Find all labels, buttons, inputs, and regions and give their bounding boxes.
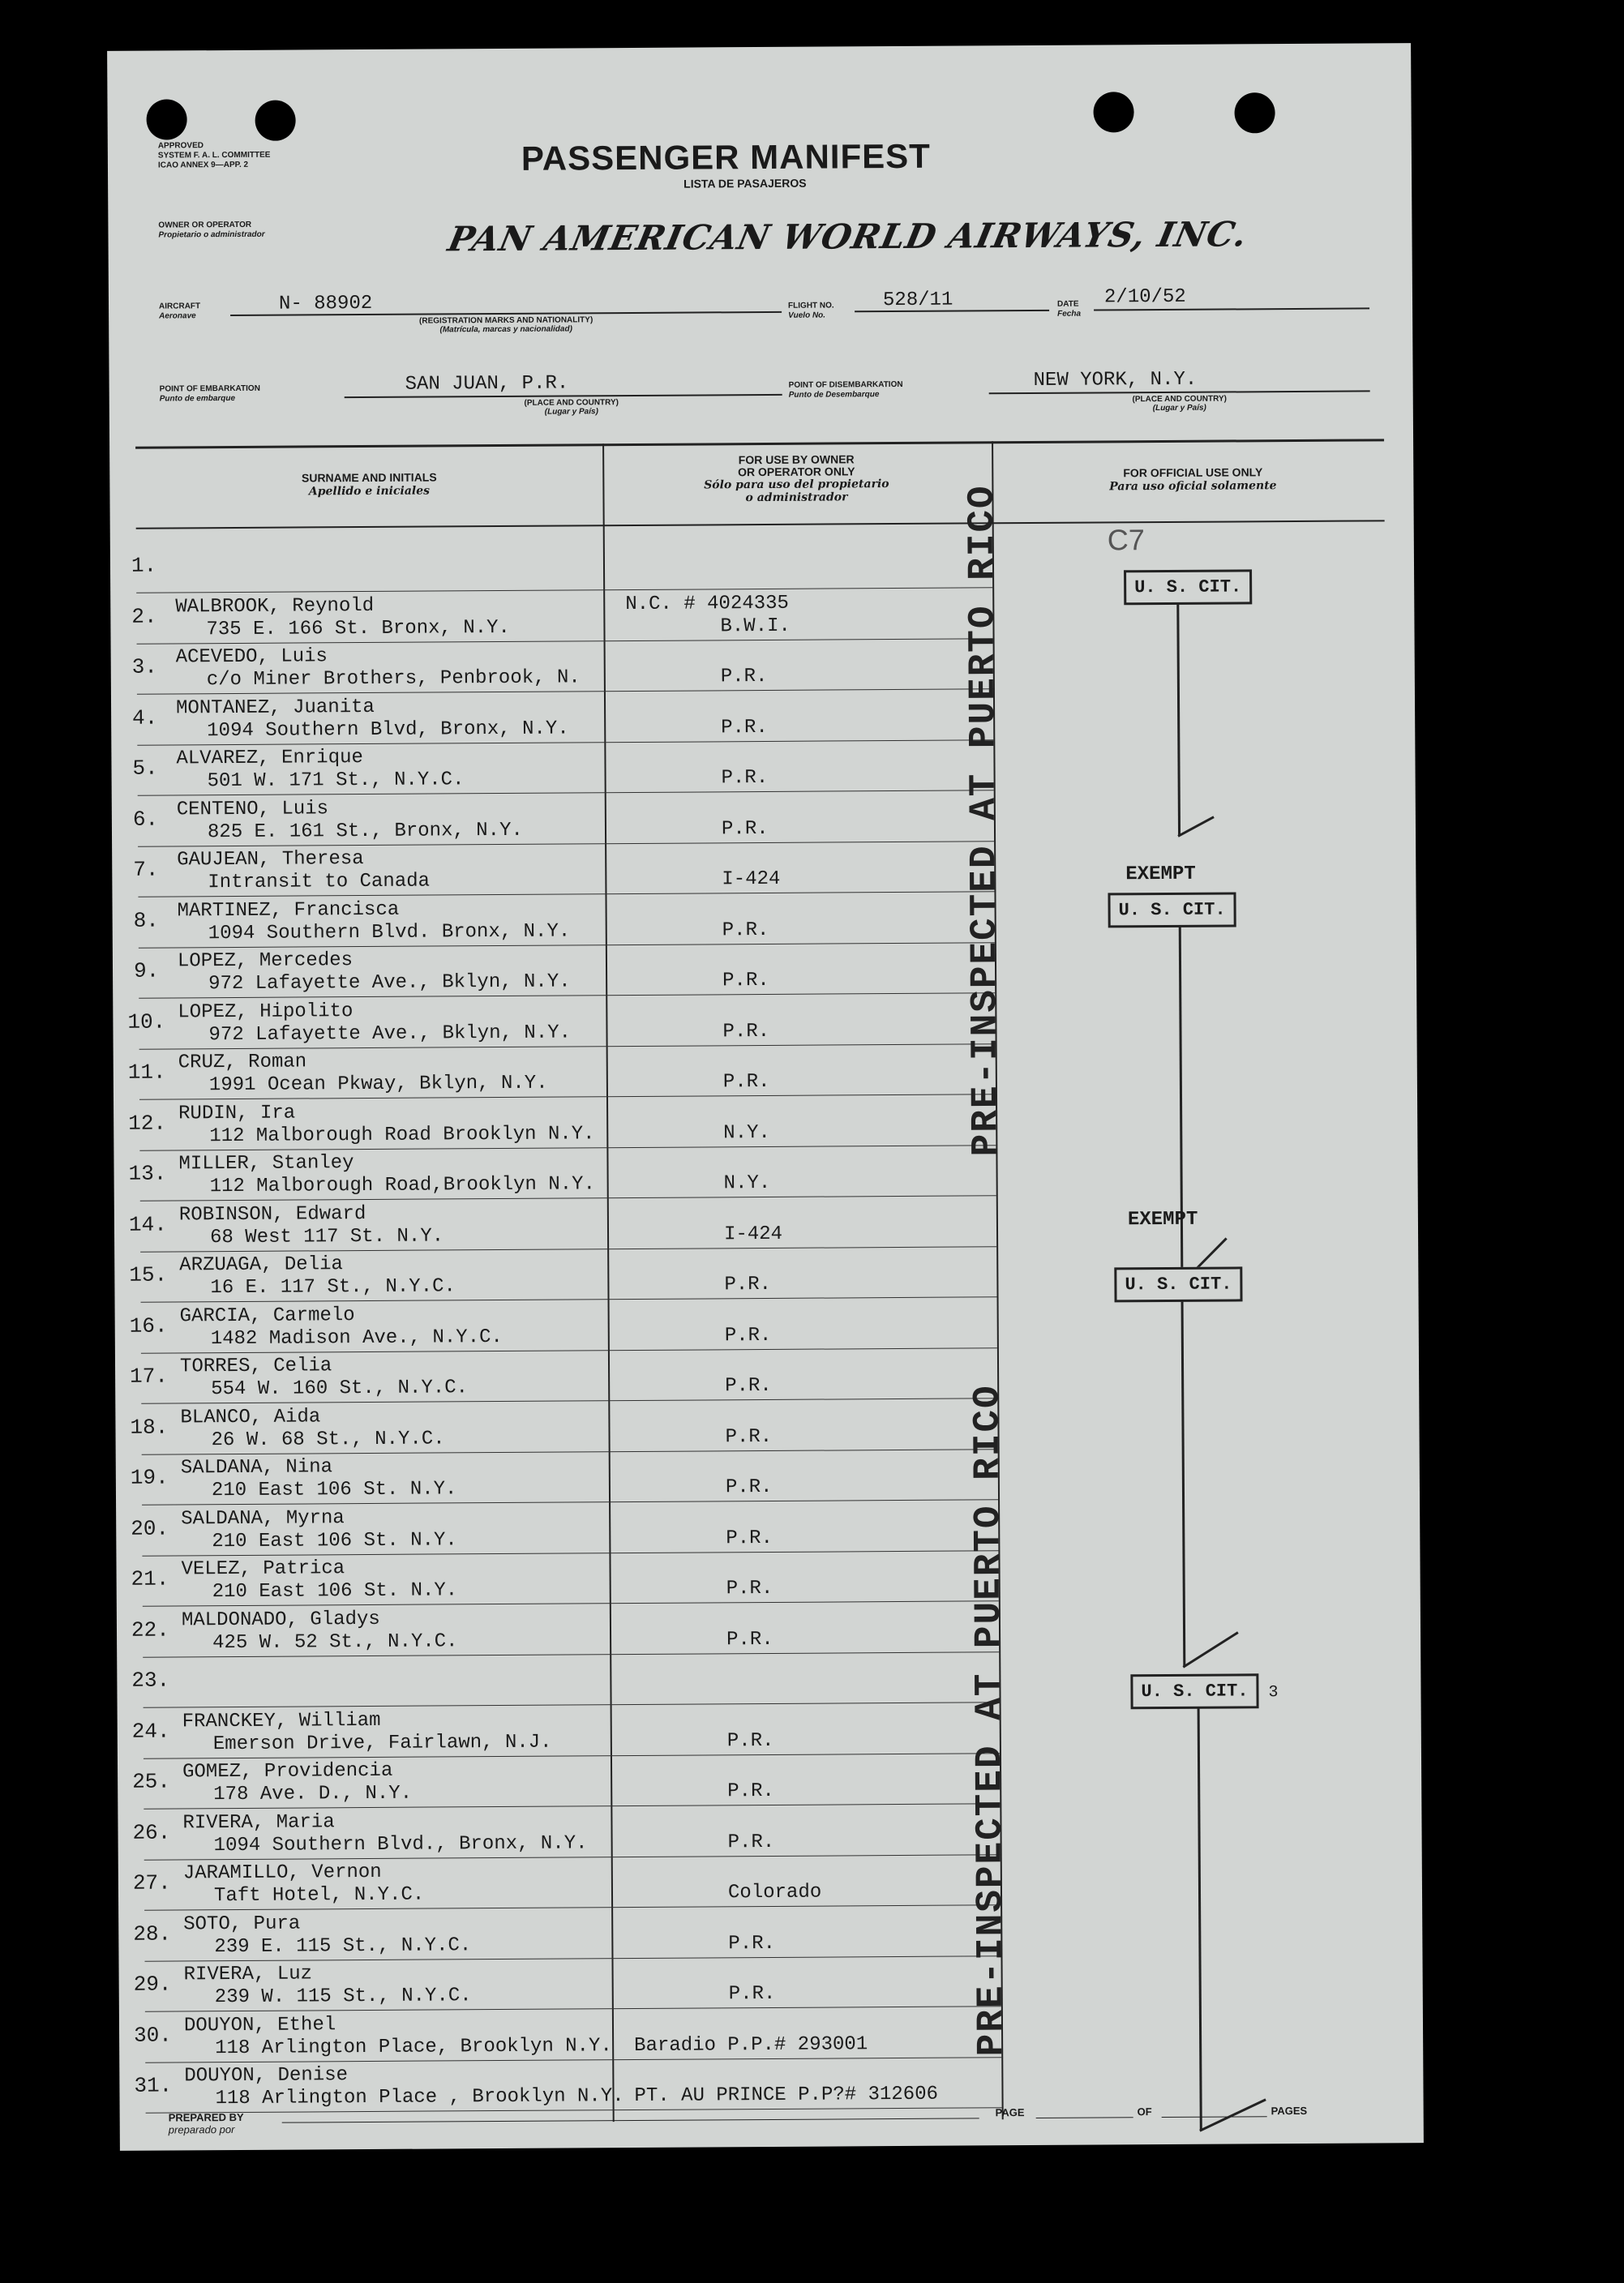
passenger-status: P.R. <box>722 1020 770 1043</box>
row-number: 21. <box>131 1566 169 1591</box>
us-citizen-stamp: U. S. CIT. <box>1124 569 1252 605</box>
punch-hole <box>255 101 295 141</box>
row-number: 18. <box>130 1415 169 1440</box>
passenger-name: DOUYON, Ethel <box>183 2013 336 2037</box>
passenger-name: LOPEZ, Hipolito <box>178 1000 354 1023</box>
passenger-name: GAUJEAN, Theresa <box>177 848 364 872</box>
row-number: 3. <box>131 654 158 679</box>
row-number: 29. <box>133 1972 172 1997</box>
prepared-by-label: PREPARED BY preparado por <box>168 2110 244 2136</box>
row-number: 16. <box>129 1313 168 1339</box>
passenger-status: P.R. <box>722 1070 770 1094</box>
passenger-status: Baradio P.P.# 293001 <box>634 2032 868 2057</box>
embark-value: SAN JUAN, P.R. <box>405 372 569 396</box>
us-citizen-stamp: U. S. CIT. <box>1108 892 1236 927</box>
row-number: 19. <box>130 1465 169 1490</box>
bracket-tick <box>1199 2098 1266 2131</box>
passenger-name: CENTENO, Luis <box>176 797 329 820</box>
row-number: 31. <box>134 2073 173 2098</box>
bracket-tick <box>1177 816 1214 837</box>
passenger-status: P.R. <box>725 1374 772 1398</box>
punch-hole <box>1234 92 1275 133</box>
row-number: 5. <box>132 756 158 781</box>
passenger-address: Emerson Drive, Fairlawn, N.J. <box>212 1731 552 1755</box>
punch-hole <box>146 99 186 139</box>
approval-note: APPROVED SYSTEM F. A. L. COMMITTEE ICAO ANNEX 9—APP. 2 <box>157 141 271 170</box>
passenger-status: P.R. <box>721 817 769 840</box>
passenger-address: Taft Hotel, N.Y.C. <box>213 1883 425 1908</box>
passenger-status-2: B.W.I. <box>720 615 791 637</box>
passenger-status: P.R. <box>726 1628 773 1651</box>
passenger-name: VELEZ, Patrica <box>181 1557 345 1581</box>
passenger-name: SOTO, Pura <box>183 1912 301 1935</box>
row-number: 22. <box>131 1617 169 1643</box>
row-number: 13. <box>128 1161 167 1186</box>
row-rule <box>144 1702 1000 1707</box>
embark-label: POINT OF EMBARKATION Punto de embarque <box>159 383 260 404</box>
passenger-name: FRANCKEY, William <box>182 1709 381 1733</box>
of-line <box>1162 2116 1267 2118</box>
page-subtitle: LISTA DE PASAJEROS <box>683 176 807 191</box>
passenger-status: P.R. <box>727 1780 774 1803</box>
punch-hole <box>1093 92 1133 132</box>
passenger-address: 1094 Southern Blvd., Bronx, N.Y. <box>213 1831 588 1857</box>
page-line <box>1036 2117 1133 2118</box>
passenger-address: 112 Malborough Road,Brooklyn N.Y. <box>209 1173 596 1198</box>
passenger-address: 118 Arlington Place , Brooklyn N.Y. <box>215 2085 624 2110</box>
passenger-name: MALDONADO, Gladys <box>181 1608 380 1631</box>
row-number: 15. <box>129 1262 168 1287</box>
passenger-address: 825 E. 161 St., Bronx, N.Y. <box>207 819 523 843</box>
passenger-status: P.R. <box>725 1425 773 1448</box>
passenger-name: ROBINSON, Edward <box>178 1202 366 1226</box>
preinspected-stamp: PRE-INSPECTED AT PUERTO RICO <box>966 1384 1013 2057</box>
bracket-line <box>1176 604 1181 835</box>
flight-label: FLIGHT NO. Vuelo No. <box>788 301 834 320</box>
bracket-line <box>1181 1301 1186 1666</box>
passenger-status: P.R. <box>728 1932 776 1955</box>
passenger-name: ARZUAGA, Delia <box>179 1253 343 1277</box>
passenger-name: BLANCO, Aida <box>180 1405 321 1428</box>
passenger-name: ACEVEDO, Luis <box>175 645 328 669</box>
bracket-line <box>1198 1708 1202 2130</box>
exempt-stamp: EXEMPT <box>1125 863 1196 886</box>
passenger-name: MARTINEZ, Francisca <box>177 898 400 922</box>
passenger-address: 16 E. 117 St., N.Y.C. <box>210 1275 456 1300</box>
manifest-sheet <box>107 43 1424 2151</box>
disembark-label: POINT OF DISEMBARKATION Punto de Desembarque <box>788 379 903 400</box>
aircraft-value: N- 88902 <box>278 292 373 315</box>
prepared-line <box>282 2118 979 2122</box>
passenger-status: P.R. <box>728 1982 776 2006</box>
passenger-address: 972 Lafayette Ave., Bklyn, N.Y. <box>208 970 571 996</box>
passenger-name: GOMEZ, Providencia <box>182 1759 393 1784</box>
passenger-name: RUDIN, Ira <box>178 1102 296 1124</box>
row-number: 12. <box>128 1111 167 1136</box>
passenger-address: 118 Arlington Place, Brooklyn N.Y. <box>215 2034 612 2059</box>
passenger-name: GARCIA, Carmelo <box>179 1304 355 1327</box>
passenger-status: P.R. <box>727 1831 775 1853</box>
row-number: 1. <box>131 553 157 578</box>
column-header-official: FOR OFFICIAL USE ONLY Para uso oficial solamente <box>1109 465 1277 494</box>
row-number: 2. <box>131 604 157 629</box>
row-number: 23. <box>131 1668 170 1693</box>
passenger-status: PT. AU PRINCE P.P?# 312606 <box>634 2083 939 2108</box>
corner-mark: C7 <box>1107 523 1145 557</box>
owner-label: OWNER OR OPERATOR Propietario o administrador <box>158 220 265 240</box>
passenger-address: 210 East 106 St. N.Y. <box>212 1579 458 1604</box>
passenger-status: P.R. <box>724 1324 772 1347</box>
passenger-address: 735 E. 166 St. Bronx, N.Y. <box>206 616 511 640</box>
passenger-status: P.R. <box>722 969 769 992</box>
passenger-address: 26 W. 68 St., N.Y.C. <box>211 1427 445 1451</box>
passenger-address: 501 W. 171 St., N.Y.C. <box>207 769 465 793</box>
pages-label: PAGES <box>1270 2104 1308 2118</box>
us-citizen-stamp: U. S. CIT. <box>1130 1673 1258 1709</box>
row-number: 9. <box>133 958 160 983</box>
passenger-address: Intransit to Canada <box>208 870 431 894</box>
column-divider <box>602 443 615 2122</box>
column-header-name: SURNAME AND INITIALS Apellido e iniciales <box>301 470 437 499</box>
page-title: PASSENGER MANIFEST <box>521 136 931 178</box>
row-number: 30. <box>133 2022 172 2048</box>
passenger-name: CRUZ, Roman <box>178 1051 307 1074</box>
exempt-stamp: EXEMPT <box>1127 1208 1198 1231</box>
passenger-name: SALDANA, Myrna <box>181 1506 345 1530</box>
operator-name: PAN AMERICAN WORLD AIRWAYS, INC. <box>444 214 1252 259</box>
passenger-address: 425 W. 52 St., N.Y.C. <box>212 1630 458 1654</box>
row-number: 25. <box>132 1769 171 1794</box>
passenger-address: 1991 Ocean Pkway, Bklyn, N.Y. <box>208 1072 548 1097</box>
date-label: DATE Fecha <box>1057 299 1082 319</box>
passenger-address: 210 East 106 St. N.Y. <box>211 1478 457 1502</box>
passenger-name: MONTANEZ, Juanita <box>175 696 375 719</box>
aircraft-sub: (REGISTRATION MARKS AND NATIONALITY) (Matrícula, marcas y nacionalidad) <box>418 315 593 335</box>
passenger-status: N.C. # 4024335 <box>625 592 790 615</box>
row-number: 20. <box>131 1516 169 1541</box>
passenger-name: ALVAREZ, Enrique <box>176 747 363 770</box>
flight-date: 2/10/52 <box>1103 285 1186 309</box>
row-number: 24. <box>131 1719 170 1744</box>
passenger-status: I-424 <box>722 867 781 891</box>
passenger-name: RIVERA, Luz <box>183 1963 313 1986</box>
row-number: 14. <box>128 1212 167 1237</box>
row-number: 27. <box>132 1870 171 1895</box>
passenger-address: 1482 Madison Ave., N.Y.C. <box>210 1326 503 1350</box>
flight-line <box>855 310 1049 312</box>
passenger-address: 554 W. 160 St., N.Y.C. <box>211 1377 469 1401</box>
passenger-address: 1094 Southern Blvd, Bronx, N.Y. <box>207 717 569 742</box>
row-number: 28. <box>133 1921 172 1947</box>
flight-number: 528/11 <box>882 289 953 312</box>
passenger-name: LOPEZ, Mercedes <box>177 949 354 973</box>
passenger-status: P.R. <box>726 1729 774 1752</box>
row-rule <box>136 587 992 593</box>
disembark-sub: (PLACE AND COUNTRY) (Lugar y País) <box>1132 394 1228 413</box>
passenger-address: 210 East 106 St. N.Y. <box>212 1528 457 1553</box>
passenger-status: I-424 <box>723 1223 783 1245</box>
passenger-name: MILLER, Stanley <box>178 1152 354 1176</box>
row-number: 10. <box>127 1009 166 1034</box>
passenger-address: 68 West 117 St. N.Y. <box>209 1224 444 1249</box>
passenger-status: Colorado <box>727 1881 822 1904</box>
passenger-status: P.R. <box>721 716 768 739</box>
passenger-name: RIVERA, Maria <box>182 1810 335 1834</box>
passenger-name: WALBROOK, Reynold <box>175 594 375 618</box>
passenger-address: 239 W. 115 St., N.Y.C. <box>214 1985 472 2009</box>
bracket-tick <box>1183 1631 1239 1668</box>
passenger-address: 112 Malborough Road Brooklyn N.Y. <box>209 1122 595 1147</box>
column-header-owner: FOR USE BY OWNER OR OPERATOR ONLY Sólo para uso del propietario o administrador <box>704 452 889 505</box>
row-number: 4. <box>132 705 158 730</box>
passenger-name: JARAMILLO, Vernon <box>182 1861 382 1885</box>
header-rule <box>136 520 1385 529</box>
preinspected-stamp: PRE-INSPECTED AT PUERTO RICO <box>961 484 1008 1157</box>
passenger-address: c/o Miner Brothers, Penbrook, N. <box>206 666 581 692</box>
disembark-value: NEW YORK, N.Y. <box>1033 368 1198 392</box>
passenger-status: P.R. <box>720 665 768 688</box>
passenger-name: DOUYON, Denise <box>184 2064 349 2088</box>
aircraft-label: AIRCRAFT Aeronave <box>158 302 201 321</box>
passenger-status: P.R. <box>724 1273 772 1296</box>
annotation-3: 3 <box>1268 1683 1279 1703</box>
row-number: 6. <box>132 807 159 832</box>
passenger-name: SALDANA, Nina <box>180 1456 333 1480</box>
passenger-status: P.R. <box>726 1527 773 1549</box>
table-top-line <box>135 439 1384 448</box>
passenger-name: TORRES, Celia <box>179 1355 332 1378</box>
passenger-address: 239 E. 115 St., N.Y.C. <box>214 1934 472 1958</box>
passenger-address: 178 Ave. D., N.Y. <box>213 1782 413 1806</box>
us-citizen-stamp: U. S. CIT. <box>1114 1266 1242 1302</box>
row-number: 8. <box>133 908 159 933</box>
row-number: 11. <box>127 1060 166 1085</box>
passenger-status: N.Y. <box>723 1171 771 1195</box>
passenger-address: 1094 Southern Blvd. Bronx, N.Y. <box>208 919 571 944</box>
passenger-status: P.R. <box>726 1577 773 1600</box>
passenger-status: P.R. <box>721 766 769 790</box>
passenger-status: P.R. <box>722 919 769 941</box>
row-number: 17. <box>129 1364 168 1389</box>
row-number: 26. <box>132 1819 171 1845</box>
row-number: 7. <box>133 857 159 882</box>
passenger-status: P.R. <box>725 1476 773 1499</box>
of-label: OF <box>1137 2105 1152 2118</box>
page-label: PAGE <box>995 2106 1025 2119</box>
embark-sub: (PLACE AND COUNTRY) (Lugar y País) <box>524 398 619 417</box>
passenger-status: N.Y. <box>723 1121 770 1144</box>
passenger-address: 972 Lafayette Ave., Bklyn, N.Y. <box>208 1021 572 1046</box>
